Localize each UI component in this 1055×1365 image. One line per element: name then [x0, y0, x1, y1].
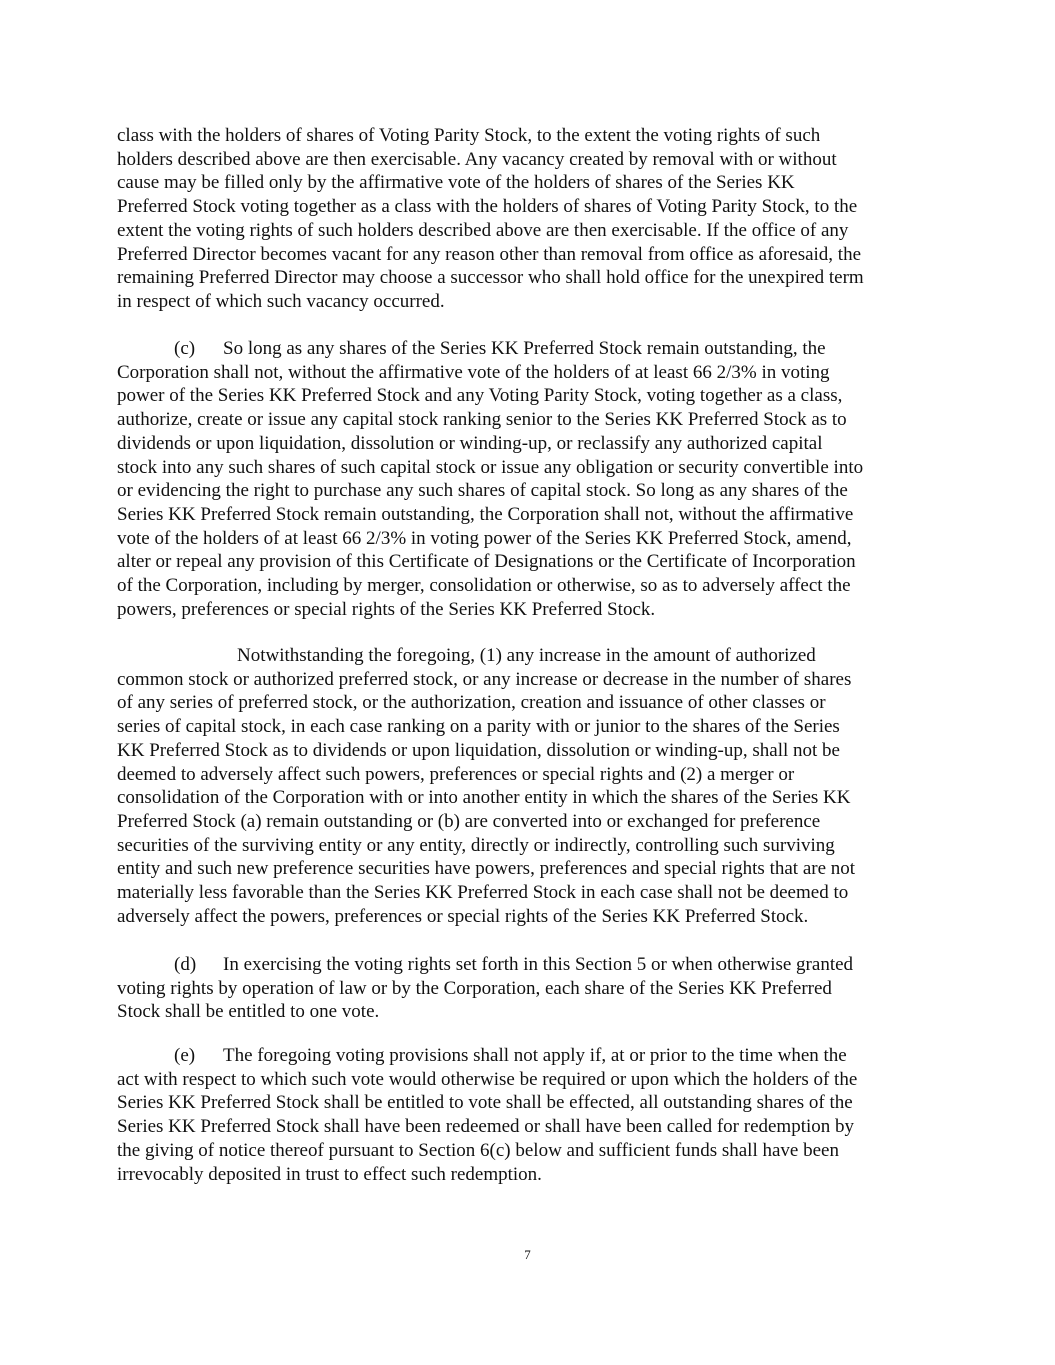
text-line: Series KK Preferred Stock shall be entitled to vote shall be effected, all outstanding shares of the	[117, 1092, 853, 1114]
text-line: the giving of notice thereof pursuant to Section 6(c) below and sufficient funds shall have been	[117, 1139, 839, 1161]
text-line: Preferred Stock (a) remain outstanding or (b) are converted into or exchanged for preference	[117, 810, 821, 832]
text-line: Series KK Preferred Stock remain outstanding, the Corporation shall not, without the affirmative	[117, 503, 854, 525]
text-line: entity and such new preference securities have powers, preferences and special rights that are not	[117, 858, 856, 880]
text-line: series of capital stock, in each case ranking on a parity with or junior to the shares of the Series	[117, 716, 840, 738]
text-line: irrevocably deposited in trust to effect such redemption.	[117, 1163, 542, 1185]
text-line-content: So long as any shares of the Series KK Preferred Stock remain outstanding, the	[223, 338, 826, 359]
text-line	[117, 953, 925, 977]
text-line-content: Notwithstanding the foregoing, (1) any increase in the amount of authorized	[237, 645, 816, 666]
text-line-content: The foregoing voting provisions shall not apply if, at or prior to the time when the	[223, 1045, 847, 1066]
text-line: in respect of which such vacancy occurred.	[117, 290, 445, 312]
text-line	[117, 337, 925, 361]
text-line-content: In exercising the voting rights set forth in this Section 5 or when otherwise granted	[223, 954, 854, 975]
text-line: Series KK Preferred Stock shall have been redeemed or shall have been called for redemption by	[117, 1116, 855, 1138]
text-line: vote of the holders of at least 66 2/3% in voting power of the Series KK Preferred Stock, amend,	[117, 527, 852, 549]
text-line: Stock shall be entitled to one vote.	[117, 1001, 380, 1023]
paragraph-notwithstanding	[117, 644, 925, 928]
text-line: Corporation shall not, without the affirmative vote of the holders of at least 66 2/3% in voting	[117, 361, 830, 383]
text-line: of any series of preferred stock, or the authorization, creation and issuance of other classes or	[117, 692, 826, 714]
text-line: voting rights by operation of law or by the Corporation, each share of the Series KK Preferred	[117, 977, 832, 999]
text-line: alter or repeal any provision of this Certificate of Designations or the Certificate of Incorporation	[117, 551, 856, 573]
text-line: holders described above are then exercisable. Any vacancy created by removal with or without	[117, 148, 837, 170]
text-line: extent the voting rights of such holders described above are then exercisable. If the office of any	[117, 219, 849, 241]
paragraph-label: (c)	[174, 338, 196, 359]
paragraph-label: (e)	[174, 1045, 196, 1066]
text-line: common stock or authorized preferred stock, or any increase or decrease in the number of shares	[117, 668, 852, 690]
text-line: dividends or upon liquidation, dissolution or winding-up, or reclassify any authorized capital	[117, 432, 823, 454]
text-line: consolidation of the Corporation with or into another entity in which the shares of the Series KK	[117, 787, 851, 809]
paragraph-d	[117, 953, 925, 1024]
text-line: act with respect to which such vote would otherwise be required or upon which the holders of the	[117, 1068, 858, 1090]
text-line: materially less favorable than the Series KK Preferred Stock in each case shall not be deemed to	[117, 882, 849, 904]
text-line: securities of the surviving entity or any entity, directly or indirectly, controlling such surviving	[117, 834, 835, 856]
text-line: class with the holders of shares of Voting Parity Stock, to the extent the voting rights of such	[117, 125, 821, 146]
text-line: authorize, create or issue any capital stock ranking senior to the Series KK Preferred Stock as to	[117, 409, 847, 431]
paragraph-label: (d)	[174, 954, 197, 975]
paragraph-e	[117, 1044, 925, 1186]
text-line: powers, preferences or special rights of the Series KK Preferred Stock.	[117, 598, 656, 620]
text-line: deemed to adversely affect such powers, preferences or special rights and (2) a merger or	[117, 763, 795, 785]
paragraph-c	[117, 337, 925, 621]
text-line: or evidencing the right to purchase any such shares of capital stock. So long as any shares of the	[117, 480, 848, 502]
text-line: of the Corporation, including by merger, consolidation or otherwise, so as to adversely affect the	[117, 575, 851, 597]
text-line: cause may be filled only by the affirmative vote of the holders of shares of the Series KK	[117, 172, 795, 194]
text-line: adversely affect the powers, preferences or special rights of the Series KK Preferred Stock.	[117, 905, 809, 927]
text-line: stock into any such shares of such capital stock or issue any obligation or security convertible into	[117, 456, 864, 478]
text-line	[117, 644, 925, 668]
text-line: Preferred Stock voting together as a class with the holders of shares of Voting Parity Stock, to the	[117, 196, 858, 218]
paragraph-continuation	[117, 124, 925, 314]
text-line: Preferred Director becomes vacant for any reason other than removal from office as aforesaid, the	[117, 243, 862, 265]
text-line: remaining Preferred Director may choose a successor who shall hold office for the unexpired term	[117, 267, 864, 289]
page-number: 7	[524, 1247, 531, 1262]
text-line	[117, 1044, 925, 1068]
text-line: power of the Series KK Preferred Stock and any Voting Parity Stock, voting together as a class,	[117, 385, 843, 407]
text-line: KK Preferred Stock as to dividends or upon liquidation, dissolution or winding-up, shall not be	[117, 739, 840, 761]
